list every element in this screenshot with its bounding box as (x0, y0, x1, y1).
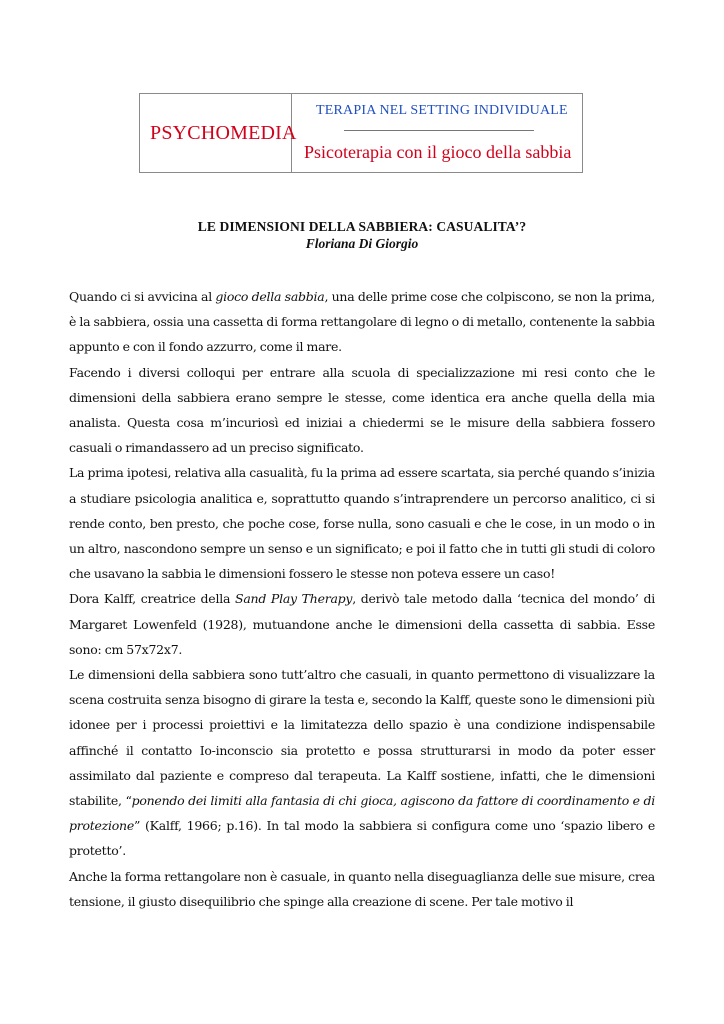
paragraph-4-text-c: , derivò tale metodo dalla ‘tecnica del mondo’ di Margaret Lowenfeld (1928), mutuandone anche le dimensioni della cassetta di sabbia. Esse sono: cm 57x72x7. (69, 591, 655, 657)
journal-header (139, 93, 583, 173)
article-heading (0, 218, 724, 252)
paragraph-5-text-a: Le dimensioni della sabbiera sono tutt’altro che casuali, in quanto permettono di visualizzare la scena costruita senza bisogno di girare la testa e, secondo la Kalff, queste sono le dimensioni più idonee per i processi proiettivi e la limitatezza dello spazio è una condizione indispensabile affinché il contatto Io-inconscio sia protetto e possa strutturarsi in modo da poter esser assimilato dal paziente e compreso dal terapeuta. La Kalff sostiene, infatti, che le dimensioni stabilite, “ (69, 667, 655, 809)
brand-logo: PSYCHOMEDIA (150, 121, 297, 144)
paragraph-6: Anche la forma rettangolare non è casuale, in quanto nella diseguaglianza delle sue misure, crea tensione, il giusto disequilibrio che spinge alla creazione di scene. Per tale motivo il (69, 868, 655, 909)
paragraph-1-text-a: Quando ci si avvicina al (69, 289, 216, 304)
paragraph-4-italic: Sand Play Therapy (235, 591, 353, 607)
paragraph-1-italic: gioco della sabbia (215, 289, 325, 304)
section-cell (292, 94, 582, 172)
paragraph-2: Facendo i diversi colloqui per entrare alla scuola di specializzazione mi resi conto che le dimensioni della sabbiera erano sempre le stesse, come identica era anche quella della mia analista. Questa cosa m’incuriosì ed iniziai a chiedermi se le misure della sabbiera fossero casuali o rimandassero ad un preciso significato. (69, 364, 655, 456)
paragraph-5 (69, 662, 655, 864)
paragraph-1 (69, 284, 655, 360)
paragraph-5-quote: ponendo dei limiti alla fantasia di chi gioca, agiscono da fattore di coordinamento e di protezione (69, 793, 655, 834)
paragraph-5-text-c: ” (Kalff, 1966; p.16). In tal modo la sabbiera si configura come uno ‘spazio libero e protetto’. (69, 818, 655, 859)
section-label: TERAPIA NEL SETTING INDIVIDUALE (316, 103, 568, 118)
topic-title: Psicoterapia con il gioco della sabbia (304, 142, 572, 162)
paragraph-3: La prima ipotesi, relativa alla casualità, fu la prima ad essere scartata, sia perché quando s’inizia a studiare psicologia analitica e, soprattutto quando s’intraprendere un percorso analitico, ci si rende conto, ben presto, che poche cose, forse nulla, sono casuali e che le cose, in un modo o in un altro, nascondono sempre un senso e un significato; e poi il fatto che in tutti gli studi di coloro che usavano la sabbia le dimensioni fossero le stesse non poteva essere un caso! (69, 465, 655, 582)
header-divider (344, 130, 534, 131)
paragraph-4-text-a: Dora Kalff, creatrice della (69, 591, 235, 607)
paragraph-1-text-c: , una delle prime cose che colpiscono, se non la prima, è la sabbiera, ossia una cassetta di forma rettangolare di legno o di metallo, contenente la sabbia appunto e con il fondo azzurro, come il mare. (69, 289, 655, 355)
article-body (69, 284, 655, 914)
article-title: LE DIMENSIONI DELLA SABBIERA: CASUALITA’? (197, 219, 527, 234)
brand-cell (140, 94, 297, 172)
paragraph-4 (69, 586, 655, 662)
article-author: Floriana Di Giorgio (305, 236, 419, 251)
